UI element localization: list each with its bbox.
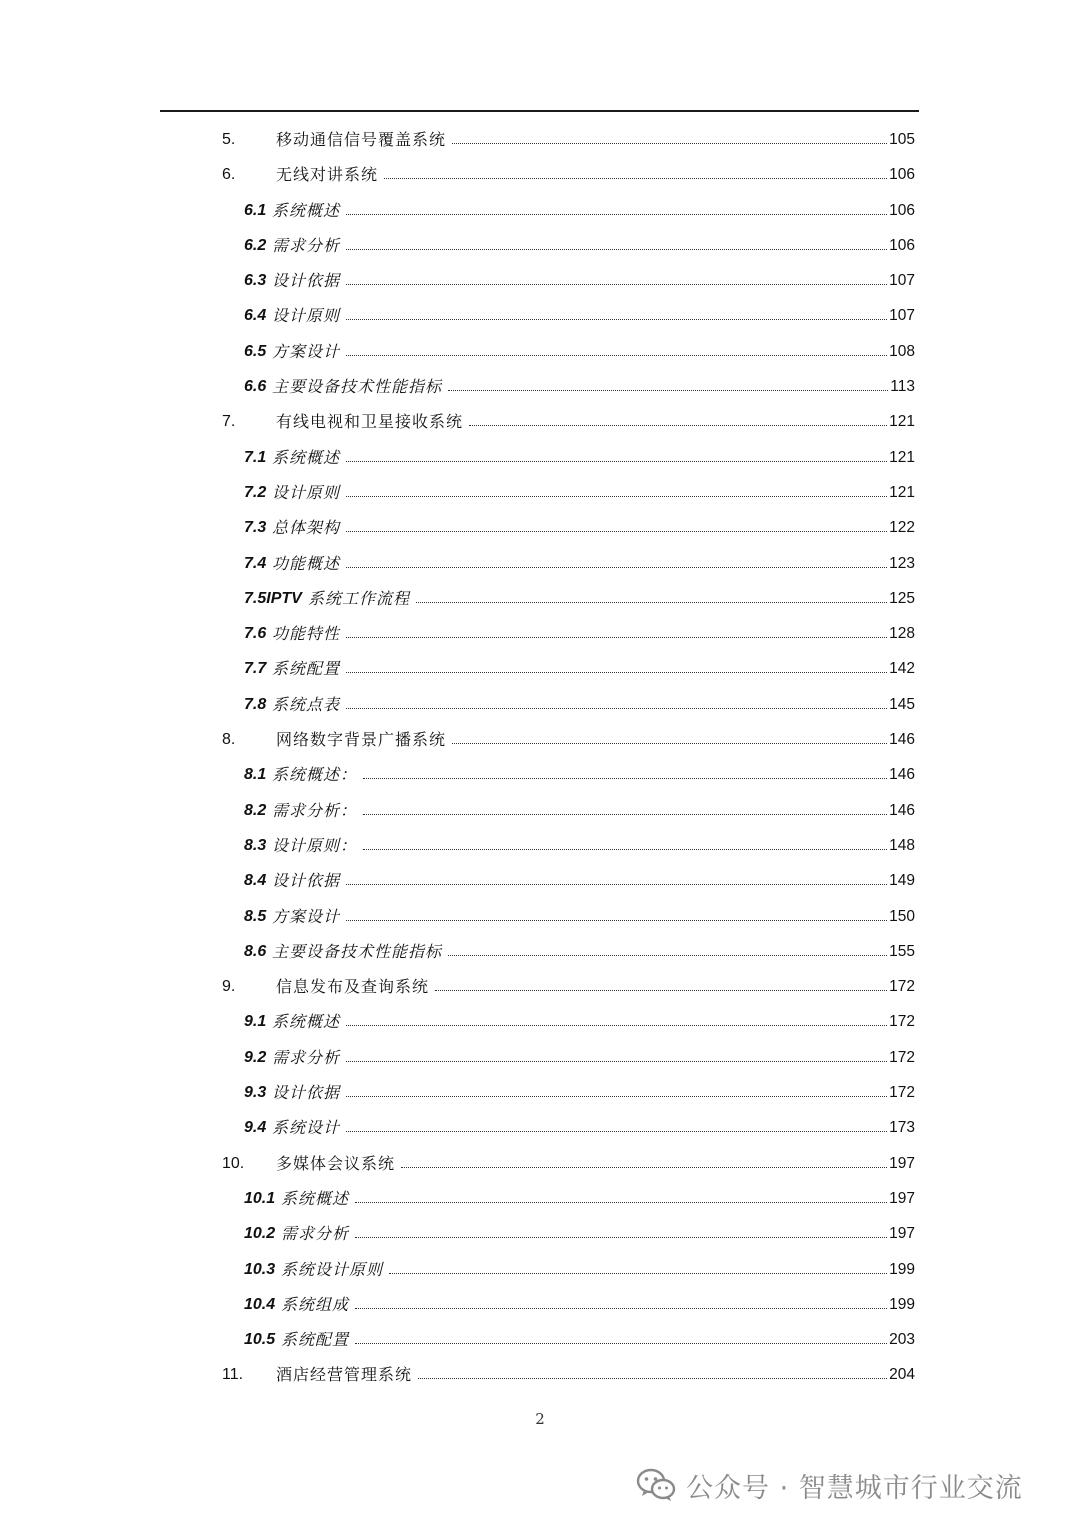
toc-entry-number: 7. [222,413,236,431]
toc-dot-leader [448,390,888,391]
toc-entry-number: 7.7 [244,660,267,678]
toc-entry-title: 系统概述 [272,1012,341,1032]
toc-entry-page: 106 [889,166,915,184]
toc-entry-number: 10.5 [244,1331,276,1349]
toc-entry-number: 6.4 [244,307,267,325]
toc-entry-number: 6.6 [244,378,267,396]
toc-entry[interactable] [0,970,1080,1005]
header-rule [160,110,919,112]
toc-entry-title: 无线对讲系统 [276,165,379,185]
toc-entry[interactable] [0,1041,1080,1076]
toc-entry[interactable] [0,652,1080,687]
toc-entry[interactable] [0,511,1080,546]
toc-entry[interactable] [0,1358,1080,1393]
toc-entry-title: 系统设计原则 [281,1259,384,1279]
toc-entry-title: 需求分析 [281,1224,350,1244]
toc-entry-page: 122 [889,519,915,537]
toc-dot-leader [355,1237,887,1238]
toc-entry-number: 6.3 [244,272,267,290]
toc-dot-leader [346,1061,887,1062]
toc-entry-title: 多媒体会议系统 [276,1153,396,1173]
toc-entry-title: 系统概述 [272,200,341,220]
toc-entry-page: 107 [889,307,915,325]
toc-entry-page: 203 [889,1331,915,1349]
toc-entry-page: 172 [889,1013,915,1031]
toc-entry-title: 系统配置 [281,1330,350,1350]
toc-entry[interactable] [0,123,1080,158]
toc-entry-title: 系统组成 [281,1294,350,1314]
toc-entry-number: 8.6 [244,942,267,960]
toc-entry-title: 需求分析： [272,800,358,820]
toc-entry-number: 8.3 [244,836,267,854]
toc-entry[interactable] [0,229,1080,264]
toc-entry[interactable] [0,617,1080,652]
toc-entry-number: 5. [222,131,236,148]
toc-entry-number: 7.4 [244,554,267,572]
toc-dot-leader [418,1378,887,1379]
toc-entry-number: 11. [222,1366,244,1384]
toc-entry-number: 9.3 [244,1084,267,1102]
toc-entry-number: 6. [222,166,236,184]
toc-dot-leader [448,955,887,956]
toc-entry-page: 199 [889,1295,915,1313]
toc-dot-leader [355,1343,887,1344]
toc-entry-page: 148 [889,836,915,854]
toc-entry-title: 系统概述 [272,447,341,467]
toc-dot-leader [469,425,887,426]
toc-dot-leader [452,743,887,744]
toc-entry-title: 网络数字背景广播系统 [276,730,447,750]
toc-dot-leader [346,637,887,638]
toc-entry-number: 10.2 [244,1225,276,1243]
toc-entry-title: 系统设计 [272,1118,341,1138]
toc-entry[interactable] [0,794,1080,829]
toc-dot-leader [346,249,887,250]
toc-entry[interactable] [0,900,1080,935]
toc-dot-leader [389,1273,887,1274]
toc-entry-title: 功能概述 [272,553,341,573]
toc-entry[interactable] [0,1182,1080,1217]
toc-entry-title: 主要设备技术性能指标 [272,377,443,397]
toc-entry[interactable] [0,1005,1080,1040]
toc-entry-number: 6.5 [244,342,267,360]
toc-entry-page: 199 [889,1260,915,1278]
toc-dot-leader [346,214,887,215]
table-of-contents [0,123,1080,1394]
toc-dot-leader [355,1202,887,1203]
toc-entry-number: 6.1 [244,201,267,219]
toc-entry-page: 121 [889,483,915,501]
toc-dot-leader [416,602,887,603]
toc-entry-title: 有线电视和卫星接收系统 [276,412,464,432]
toc-entry[interactable] [0,405,1080,440]
toc-entry-page: 197 [889,1154,915,1172]
toc-entry-number: 9. [222,978,236,996]
toc-entry[interactable] [0,582,1080,617]
toc-dot-leader [346,567,887,568]
toc-entry-number: 8.5 [244,907,267,925]
toc-dot-leader [346,672,887,673]
toc-entry-title: 系统配置 [272,659,341,679]
toc-dot-leader [346,496,887,497]
toc-entry-number: 6.2 [244,236,267,254]
toc-entry-title: 信息发布及查询系统 [276,977,430,997]
toc-entry-page: 121 [889,413,915,431]
toc-entry[interactable] [0,935,1080,970]
toc-entry-title: 总体架构 [272,518,341,538]
toc-dot-leader [384,178,887,179]
toc-entry-page: 197 [889,1225,915,1243]
toc-entry[interactable] [0,547,1080,582]
toc-entry-page: 121 [889,448,915,466]
page-number: 2 [535,1410,545,1428]
toc-entry-number: 7.8 [244,695,267,713]
toc-entry-number: 7.2 [244,483,267,501]
toc-entry[interactable] [0,1323,1080,1358]
toc-entry-number: 7.5IPTV [244,589,302,607]
toc-dot-leader [346,920,887,921]
toc-entry[interactable] [0,299,1080,334]
watermark-text: 公众号 · 智慧城市行业交流 [686,1472,1023,1504]
toc-dot-leader [346,284,887,285]
toc-entry-number: 7.3 [244,519,267,537]
toc-dot-leader [363,849,887,850]
toc-entry[interactable] [0,264,1080,299]
toc-entry-page: 128 [889,625,915,643]
toc-entry-page: 123 [889,554,915,572]
toc-entry-number: 7.6 [244,625,267,643]
toc-entry-page: 149 [889,872,915,890]
toc-entry-page: 150 [889,907,915,925]
toc-entry-number: 9.4 [244,1119,267,1137]
toc-dot-leader [346,355,887,356]
toc-entry-title: 需求分析 [272,235,341,255]
toc-entry[interactable] [0,370,1080,405]
toc-entry-title: 功能特性 [272,624,341,644]
toc-entry-page: 172 [889,1048,915,1066]
toc-entry-page: 108 [889,342,915,360]
toc-entry-number: 9.2 [244,1048,267,1066]
toc-entry[interactable] [0,194,1080,229]
toc-entry-title: 设计依据 [272,1083,341,1103]
toc-entry-title: 方案设计 [272,341,341,361]
toc-entry-page: 142 [889,660,915,678]
toc-dot-leader [346,708,887,709]
toc-entry[interactable] [0,688,1080,723]
toc-entry[interactable] [0,1147,1080,1182]
toc-entry[interactable] [0,1288,1080,1323]
toc-entry[interactable] [0,864,1080,899]
toc-dot-leader [452,143,887,144]
toc-entry-page: 146 [889,766,915,784]
toc-entry-page: 105 [889,131,915,148]
toc-entry-title: 主要设备技术性能指标 [272,941,443,961]
toc-entry[interactable] [0,1111,1080,1146]
toc-dot-leader [346,1096,887,1097]
toc-entry-number: 10. [222,1154,245,1172]
toc-entry-page: 113 [890,378,915,396]
toc-entry[interactable] [0,335,1080,370]
toc-entry[interactable] [0,158,1080,193]
toc-dot-leader [401,1167,887,1168]
toc-entry-page: 172 [889,978,915,996]
toc-dot-leader [346,319,887,320]
toc-dot-leader [363,778,887,779]
toc-entry-title: 设计依据 [272,271,341,291]
toc-entry[interactable] [0,1076,1080,1111]
toc-dot-leader [346,531,887,532]
toc-dot-leader [355,1308,887,1309]
toc-entry[interactable] [0,829,1080,864]
toc-entry-number: 10.1 [244,1189,276,1207]
toc-entry-number: 8.1 [244,766,267,784]
toc-dot-leader [363,814,887,815]
toc-entry-page: 204 [889,1366,915,1384]
toc-entry-title: 移动通信信号覆盖系统 [276,130,447,149]
toc-entry-title: 需求分析 [272,1047,341,1067]
watermark [636,1463,1023,1507]
toc-dot-leader [346,1025,887,1026]
toc-entry-title: 设计原则 [272,306,341,326]
toc-entry-title: 系统点表 [272,694,341,714]
toc-entry[interactable] [0,1253,1080,1288]
toc-dot-leader [346,461,887,462]
toc-entry-page: 146 [889,801,915,819]
toc-entry-number: 10.4 [244,1295,276,1313]
wechat-icon [636,1467,676,1503]
toc-entry-number: 8.2 [244,801,267,819]
toc-entry[interactable] [0,476,1080,511]
toc-entry-page: 146 [889,731,915,749]
toc-entry-title: 系统工作流程 [308,588,411,608]
toc-dot-leader [346,1131,887,1132]
toc-entry-number: 7.1 [244,448,267,466]
toc-entry-page: 106 [889,201,915,219]
toc-dot-leader [435,990,887,991]
toc-entry-title: 方案设计 [272,906,341,926]
toc-entry-number: 8. [222,731,236,749]
toc-entry-title: 设计依据 [272,871,341,891]
toc-entry-number: 9.1 [244,1013,267,1031]
toc-entry-page: 197 [889,1189,915,1207]
toc-entry-page: 106 [889,236,915,254]
toc-entry[interactable] [0,1217,1080,1252]
toc-entry-title: 酒店经营管理系统 [276,1365,413,1385]
toc-entry-page: 125 [889,589,915,607]
toc-entry-title: 系统概述 [281,1188,350,1208]
toc-entry-page: 155 [889,942,915,960]
toc-entry-page: 172 [889,1084,915,1102]
toc-entry-number: 10.3 [244,1260,276,1278]
toc-entry[interactable] [0,758,1080,793]
toc-entry-title: 设计原则 [272,482,341,502]
toc-entry-title: 系统概述： [272,765,358,785]
toc-entry[interactable] [0,441,1080,476]
toc-entry-number: 8.4 [244,872,267,890]
toc-entry-page: 173 [889,1119,915,1137]
toc-entry-title: 设计原则： [272,835,358,855]
toc-dot-leader [346,884,887,885]
toc-entry-page: 107 [889,272,915,290]
toc-entry-page: 145 [889,695,915,713]
toc-entry[interactable] [0,723,1080,758]
